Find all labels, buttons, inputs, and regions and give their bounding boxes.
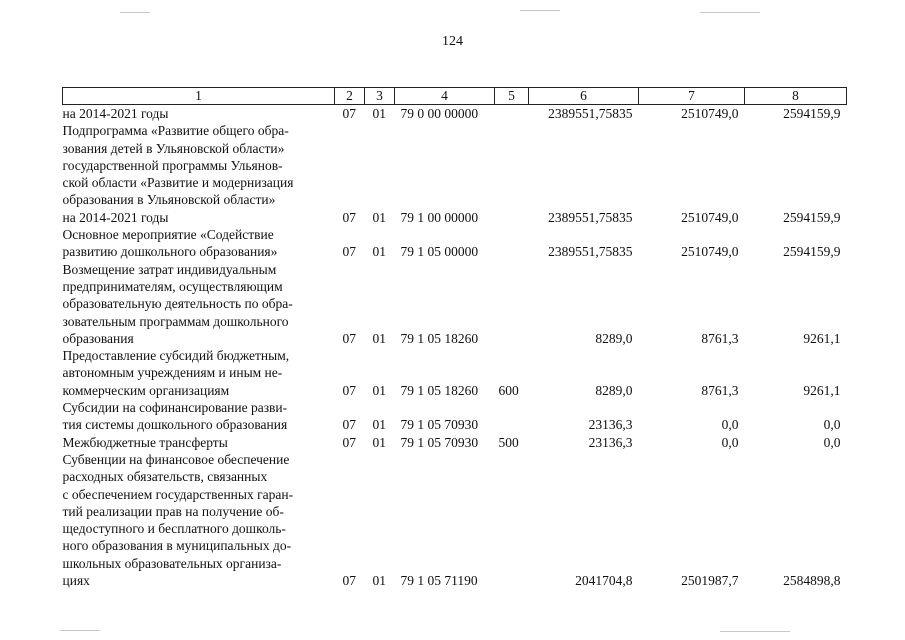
row-name-line: развитию дошкольного образования»	[62, 244, 278, 260]
row-name-line: щедоступного и бесплатного дошколь-	[62, 521, 286, 537]
row-name-line: расходных обязательств, связанных	[62, 469, 268, 485]
row-name-line: Субвенции на финансовое обеспечение	[62, 451, 290, 467]
row-name-line: с обеспечением государственных гаран-	[62, 486, 294, 502]
amount-col8-cell: 0,0	[823, 434, 841, 450]
row-name-line: образовательную деятельность по обра-	[62, 296, 293, 312]
budget-table	[62, 87, 847, 589]
amount-col7-cell: 2510749,0	[681, 106, 739, 121]
target-item-code-cell: 79 1 00 00000	[400, 209, 479, 225]
row-name-line: Межбюджетные трансферты	[62, 434, 228, 450]
target-item-code-cell: 79 1 05 00000	[400, 244, 479, 260]
header-cell-6: 6	[529, 88, 639, 105]
row-name-cell	[63, 399, 335, 434]
target-item-code-cell: 79 1 05 70930	[400, 417, 479, 433]
row-name-line: зовательным программам дошкольного	[62, 313, 289, 329]
row-name-line: автономным учреждениям и иным не-	[62, 365, 283, 381]
row-name-line: образования	[62, 330, 134, 346]
row-name-line: Подпрограмма «Развитие общего обра-	[62, 123, 289, 139]
amount-col6-cell: 2389551,75835	[548, 209, 633, 225]
table-row	[63, 399, 847, 434]
amount-col7-cell: 0,0	[721, 417, 739, 433]
row-name-line: образования в Ульяновской области»	[62, 192, 276, 208]
table-row	[63, 226, 847, 261]
row-name-line: на 2014-2021 годы	[62, 209, 169, 225]
amount-col8-cell: 2594159,9	[783, 209, 841, 225]
section-code-cell: 07	[342, 434, 356, 450]
scan-artifact	[60, 630, 100, 631]
amount-col7-cell: 2501987,7	[681, 573, 739, 589]
header-cell-1: 1	[63, 88, 335, 105]
subsection-code-cell: 01	[372, 330, 386, 346]
scan-artifact	[720, 631, 790, 632]
subsection-code-cell: 01	[372, 434, 386, 450]
amount-col8-cell: 2584898,8	[783, 573, 841, 589]
amount-col6-cell: 23136,3	[588, 417, 633, 433]
amount-col6-cell: 2041704,8	[575, 573, 633, 589]
header-cell-5: 5	[495, 88, 529, 105]
amount-col8-cell: 2594159,9	[783, 244, 841, 260]
header-cell-2: 2	[335, 88, 365, 105]
row-name-cell	[63, 347, 335, 399]
table-row	[63, 434, 847, 451]
table-row	[63, 261, 847, 347]
section-code-cell: 07	[342, 209, 356, 225]
row-name-line: зования детей в Ульяновской области»	[62, 140, 285, 156]
amount-col7-cell: 8761,3	[701, 330, 739, 346]
row-name-line: циях	[62, 573, 90, 589]
row-name-line: государственной программы Ульянов-	[62, 157, 283, 173]
row-name-line: на 2014-2021 годы	[62, 106, 169, 121]
table-header-row	[63, 88, 847, 105]
subsection-code-cell: 01	[372, 106, 386, 121]
section-code-cell: 07	[342, 244, 356, 260]
amount-col8-cell: 0,0	[823, 417, 841, 433]
subsection-code-cell: 01	[372, 382, 386, 398]
header-cell-8: 8	[745, 88, 847, 105]
table-row	[63, 347, 847, 399]
expense-type-code-cell	[495, 122, 529, 226]
row-name-line: тия системы дошкольного образования	[62, 417, 288, 433]
target-item-code-cell: 79 0 00 00000	[400, 106, 479, 121]
table-body	[63, 105, 847, 590]
row-name-line: ской области «Развитие и модернизация	[62, 175, 294, 191]
expense-type-code-cell: 500	[498, 434, 519, 450]
row-name-line: тий реализации прав на получение об-	[62, 503, 284, 519]
subsection-code-cell: 01	[372, 417, 386, 433]
row-name-cell	[63, 261, 335, 347]
expense-type-code-cell	[495, 105, 529, 123]
scan-artifact	[520, 10, 560, 11]
section-code-cell: 07	[342, 330, 356, 346]
row-name-line: Возмещение затрат индивидуальным	[62, 261, 277, 277]
section-code-cell: 07	[342, 382, 356, 398]
page-number: 124	[442, 34, 463, 49]
subsection-code-cell: 01	[372, 209, 386, 225]
header-cell-4: 4	[395, 88, 495, 105]
subsection-code-cell: 01	[372, 244, 386, 260]
row-name-line: Основное мероприятие «Содействие	[62, 227, 274, 243]
target-item-code-cell: 79 1 05 70930	[400, 434, 479, 450]
target-item-code-cell: 79 1 05 18260	[400, 382, 479, 398]
row-name-line: Предоставление субсидий бюджетным,	[62, 348, 290, 364]
section-code-cell: 07	[342, 106, 356, 121]
expense-type-code-cell	[495, 261, 529, 347]
amount-col6-cell: 8289,0	[595, 382, 633, 398]
expense-type-code-cell	[495, 451, 529, 589]
amount-col6-cell: 8289,0	[595, 330, 633, 346]
amount-col8-cell: 2594159,9	[783, 106, 841, 121]
target-item-code-cell: 79 1 05 71190	[400, 573, 478, 589]
row-name-cell	[63, 122, 335, 226]
expense-type-code-cell: 600	[498, 382, 519, 398]
row-name-cell	[63, 105, 335, 123]
amount-col6-cell: 2389551,75835	[548, 244, 633, 260]
expense-type-code-cell	[495, 226, 529, 261]
amount-col7-cell: 2510749,0	[681, 244, 739, 260]
amount-col8-cell: 9261,1	[803, 330, 841, 346]
scan-artifact	[700, 12, 760, 13]
target-item-code-cell: 79 1 05 18260	[400, 330, 479, 346]
section-code-cell: 07	[342, 417, 356, 433]
row-name-line: предпринимателям, осуществляющим	[62, 278, 283, 294]
row-name-line: коммерческим организациям	[62, 382, 230, 398]
expense-type-code-cell	[495, 399, 529, 434]
amount-col7-cell: 8761,3	[701, 382, 739, 398]
row-name-cell	[63, 451, 335, 589]
row-name-cell	[63, 434, 335, 451]
table-row	[63, 105, 847, 123]
amount-col6-cell: 2389551,75835	[548, 106, 633, 121]
amount-col7-cell: 0,0	[721, 434, 739, 450]
subsection-code-cell: 01	[372, 573, 386, 589]
amount-col7-cell: 2510749,0	[681, 209, 739, 225]
amount-col6-cell: 23136,3	[588, 434, 633, 450]
row-name-line: Субсидии на софинансирование разви-	[62, 400, 288, 416]
row-name-line: ного образования в муниципальных до-	[62, 538, 292, 554]
header-cell-7: 7	[639, 88, 745, 105]
row-name-cell	[63, 226, 335, 261]
table-row	[63, 122, 847, 226]
header-cell-3: 3	[365, 88, 395, 105]
amount-col8-cell: 9261,1	[803, 382, 841, 398]
row-name-line: школьных образовательных организа-	[62, 555, 282, 571]
section-code-cell: 07	[342, 573, 356, 589]
scan-artifact	[120, 12, 150, 13]
table-row	[63, 451, 847, 589]
